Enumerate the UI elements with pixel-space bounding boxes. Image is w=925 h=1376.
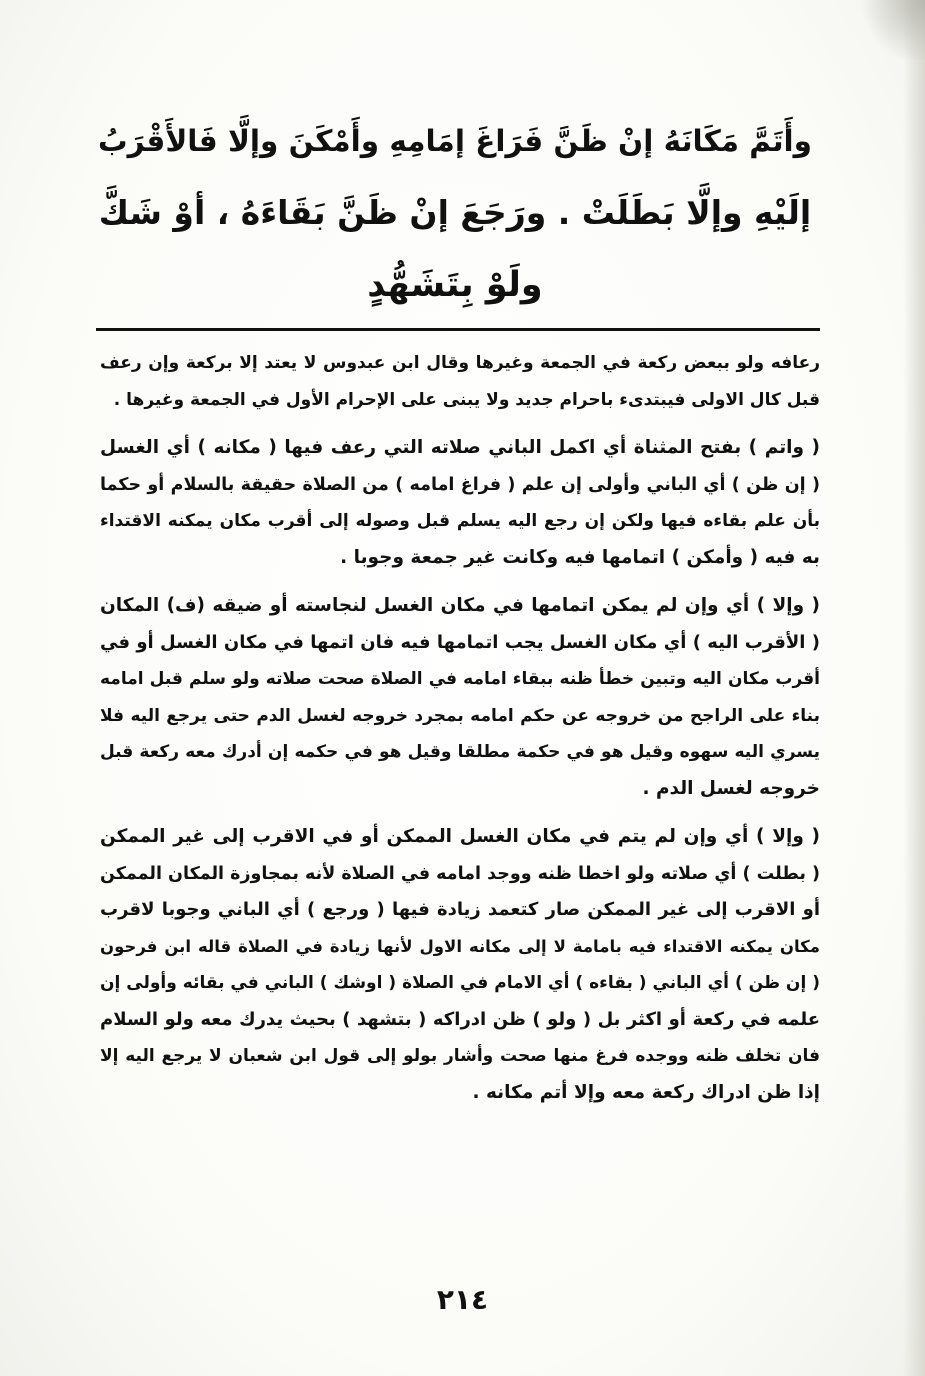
commentary-line: ( الأقرب اليه ) أي مكان الغسل يجب اتمامها فيه فان اتمها في مكان الغسل أو في [100, 631, 820, 653]
scan-edge-shadow [903, 0, 925, 1376]
commentary-line: مكان يمكنه الاقتداء فيه بامامة لا إلى مكانه الاول لأنها زيادة في الصلاة قاله ابن فرحون [100, 936, 820, 956]
commentary-line: بناء على الراجح من خروجه عن حكم امامه بمجرد خروجه لغسل الدم حتى يرجع اليه فلا [100, 705, 820, 726]
commentary-line: إذا ظن ادراك ركعة معه وإلا أتم مكانه . [472, 1081, 820, 1103]
commentary-line: أقرب مكان اليه وتبين خطأ ظنه ببقاء امامه في الصلاة صحت صلاته ولو سلم قبل امامه [100, 669, 820, 689]
commentary-line: علمه في ركعة أو اكثر بل ( ولو ) ظن ادراكه ( بتشهد ) بحيث يدرك معه ولو السلام [100, 1008, 820, 1030]
commentary-line: خروجه لغسل الدم . [642, 777, 820, 799]
scan-corner-shadow [855, 0, 925, 60]
commentary-paragraph [100, 819, 820, 1111]
commentary-paragraph [100, 345, 820, 418]
commentary-line: أو الاقرب إلى غير الممكن صار كتعمد زيادة فيها ( ورجع ) أي الباني وجوبا لاقرب [100, 899, 820, 920]
matn-line: إلَيْهِ وإلَّا بَطَلَتْ . ورَجَعَ إنْ ظَنَّ بَقَاءَهُ ، أوْ شَكَّ [98, 193, 812, 232]
commentary-line: رعافه ولو ببعض ركعة في الجمعة وغيرها وقال ابن عبدوس لا يعتد إلا بركعة وإن رعف [100, 353, 820, 373]
commentary-line: بأن علم بقاءه فيها ولكن إن رجع اليه يسلم قبل وصوله إلى أقرب مكان يمكنه الاقتداء [100, 511, 820, 531]
matn-main-text [95, 105, 815, 321]
commentary-line: فان تخلف ظنه ووجده فرغ منها صحت وأشار بولو إلى قول ابن شعبان لا يرجع اليه إلا [100, 1046, 820, 1066]
commentary-line: ( وإلا ) أي وإن لم يتم في مكان الغسل الممكن أو في الاقرب إلى غير الممكن [100, 826, 820, 847]
commentary-line: ( واتم ) بفتح المثناة أي اكمل الباني صلاته التي رعف فيها ( مكانه ) أي الغسل [100, 437, 820, 458]
sharh-commentary [100, 345, 820, 1123]
matn-line: ولَوْ بِتَشَهُّدٍ [367, 265, 543, 305]
page-number: ٢١٤ [436, 1283, 489, 1316]
commentary-line: قبل كال الاولى فيبتدىء باحرام جديد ولا يبنى على الإحرام الأول في الجمعة وغيرها . [113, 389, 820, 410]
commentary-line: به فيه ( وأمكن ) اتمامها فيه وكانت غير جمعة وجوبا . [340, 546, 820, 568]
commentary-line: ( إن ظن ) أي الباني ( بقاءه ) أي الامام في الصلاة ( اوشك ) الباني في بقائه وأولى إن [100, 973, 820, 993]
commentary-paragraph [100, 588, 820, 807]
separator-rule [96, 328, 820, 331]
commentary-line: ( وإلا ) أي وإن لم يمكن اتمامها في مكان الغسل لنجاسته أو ضيقه (ف) المكان [100, 595, 820, 616]
commentary-line: ( بطلت ) أي صلاته ولو اخطا ظنه ووجد امامه في الصلاة لأنه بمجاوزة المكان الممكن [100, 863, 820, 884]
commentary-paragraph [100, 430, 820, 576]
matn-line: وأَتَمَّ مَكَانَهُ إنْ ظَنَّ فَرَاغَ إمَامِهِ وأَمْكَنَ وإلَّا فَالأَقْرَبُ [98, 124, 812, 158]
commentary-line: ( إن ظن ) أي الباني وأولى إن علم ( فراغ امامه ) من الصلاة حقيقة بالسلام أو حكما [100, 474, 820, 495]
commentary-line: يسري اليه سهوه وقيل هو في حكمة مطلقا وقيل هو في حكمه إن أدرك معه ركعة قبل [100, 742, 820, 762]
